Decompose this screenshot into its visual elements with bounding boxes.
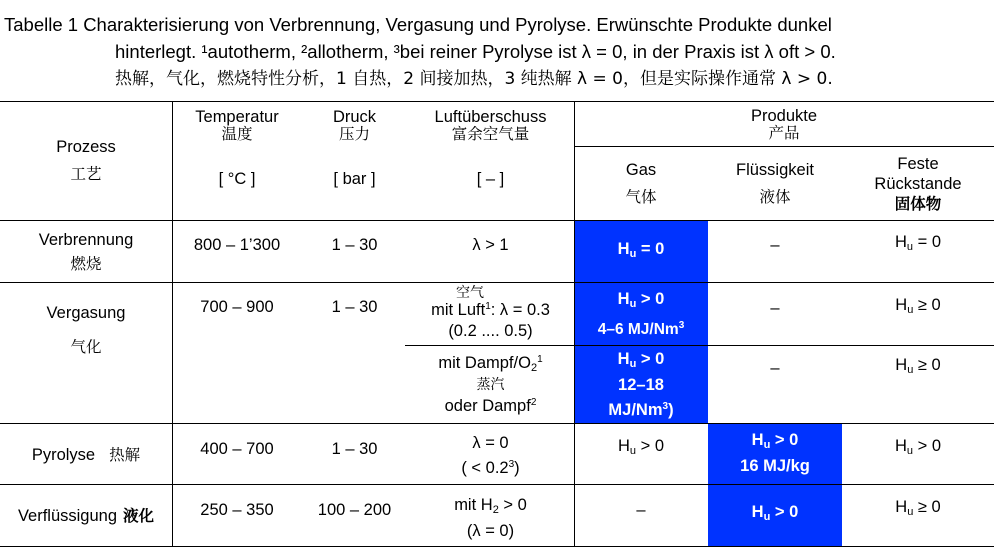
header-luft: Luftüberschuss 富余空气量 xyxy=(434,108,547,143)
row-verbrennung-luft: λ > 1 xyxy=(472,235,509,254)
row-verbrennung-temp: 800 – 1’300 xyxy=(193,235,281,254)
caption-line-3-zh: 热解，气化，燃烧特性分析，1 自热，2 间接加热，3 纯热解 λ = 0，但是实际操作通常 λ > 0. xyxy=(115,69,833,89)
vergasung-luft-zh: 空气 xyxy=(456,285,484,301)
row-verbrennung-feste: $H_u = 0$ xyxy=(894,233,942,253)
cell-verfluessigung-fluessig: $H_u > 0$ xyxy=(708,484,842,546)
header-temperatur-unit: [ °C ] xyxy=(218,169,256,188)
rule-bottom xyxy=(0,546,994,547)
row-vergasung-feste-b: $H_u \ge 0$ xyxy=(895,356,941,376)
rule-row2 xyxy=(0,423,994,424)
row-verfluessigung-temp: 250 – 350 xyxy=(200,500,274,519)
row-pyrolyse-feste: $H_u > 0$ xyxy=(894,437,942,457)
header-produkte: Produkte 产品 xyxy=(750,107,818,142)
rule-row1 xyxy=(0,282,994,283)
row-vergasung-feste-a: $H_u \ge 0$ xyxy=(895,296,941,316)
header-druck: Druck 压力 xyxy=(332,108,377,143)
row-verbrennung-name: Verbrennung 燃烧 xyxy=(38,231,134,273)
row-pyrolyse-temp: 400 – 700 xyxy=(200,439,274,458)
row-verfluessigung-feste: $H_u \ge 0$ xyxy=(895,498,941,518)
cell-pyrolyse-fluessig: $H_u > 0$ 16 MJ/kg xyxy=(708,423,842,484)
row-verfluessigung-druck: 100 – 200 xyxy=(317,500,392,519)
row-verbrennung-fluessig: – xyxy=(770,235,780,254)
row-pyrolyse-gas: $H_u > 0$ xyxy=(617,437,665,457)
row-vergasung-name: Vergasung 气化 xyxy=(46,304,126,356)
header-druck-unit: [ bar ] xyxy=(333,169,376,188)
row-vergasung-temp: 700 – 900 xyxy=(200,297,274,316)
row-vergasung-fluessig-b: – xyxy=(770,358,780,377)
header-luft-unit: [ – ] xyxy=(476,169,505,188)
caption-line-1: Tabelle 1 Charakterisierung von Verbrennung, Vergasung und Pyrolyse. Erwünschte Produkte dunkel xyxy=(4,14,832,35)
row-pyrolyse-luft: λ = 0 ( < $0.2^3$) xyxy=(461,434,520,477)
cell-vergasung-gas-a: $H_u > 0$ 4–6 MJ/Nm$^3$ xyxy=(574,282,708,346)
cell-verbrennung-gas: $H_u = 0$ xyxy=(574,221,708,282)
header-feste: Feste Rückstande 固体物 xyxy=(874,154,962,213)
cell-vergasung-gas-b: $H_u > 0$ 12–18 MJ/Nm$^3$) xyxy=(574,346,708,423)
header-prozess: Prozess 工艺 xyxy=(56,137,116,183)
row-vergasung-luft-a: mit Luft$^1$: λ = 0.3 (0.2 .... 0.5) xyxy=(431,301,550,340)
row-vergasung-fluessig-a: – xyxy=(770,298,780,317)
caption-line-2: hinterlegt. ¹autotherm, ²allotherm, ³bei reiner Pyrolyse ist λ = 0, in der Praxis ist λ oft > 0. xyxy=(115,41,836,62)
row-vergasung-druck: 1 – 30 xyxy=(331,297,378,316)
row-verfluessigung-gas: – xyxy=(636,500,646,519)
rule-row3 xyxy=(0,484,994,485)
row-verbrennung-druck: 1 – 30 xyxy=(331,235,378,254)
row-verfluessigung-luft: mit $H_2 > 0$ (λ = 0) xyxy=(454,495,527,540)
row-verfluessigung-name: Verflüssigung 液化 xyxy=(17,506,155,525)
row-vergasung-luft-b: mit Dampf/$O_2^1$ 蒸汽 oder Dampf$^2$ xyxy=(438,354,543,415)
header-fluessigkeit: Flüssigkeit 液体 xyxy=(736,160,814,206)
header-temperatur: Temperatur 温度 xyxy=(195,108,279,143)
rule-vergasung-split xyxy=(405,345,994,346)
row-pyrolyse-druck: 1 – 30 xyxy=(331,439,378,458)
row-pyrolyse-name: Pyrolyse 热解 xyxy=(31,445,141,464)
rule-header-bottom xyxy=(0,220,994,221)
header-gas: Gas 气体 xyxy=(625,160,657,206)
